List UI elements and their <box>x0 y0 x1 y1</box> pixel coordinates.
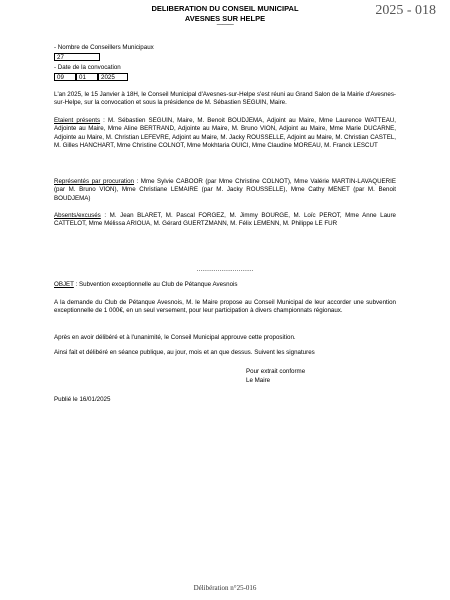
convocation-year: 2025 <box>101 74 115 81</box>
convocation-month-box <box>76 73 98 81</box>
page-footer: Délibération n°25-016 <box>193 584 257 592</box>
convocation-date-label: - Date de la convocation <box>54 64 121 71</box>
proxies-list: : Mme Sylvie CABOOR (par Mme Christine COLNOT), Mme Valérie MARTIN-LAVAQUERIE (par M. Bruno VION), Mme Christiane LEMAIRE (par M. Jacky ROUSSELLE), Mme Cathy MENET (par M. Benoit BOUDJEMA) <box>54 178 396 202</box>
signature-line-1: Pour extrait conforme <box>246 368 306 375</box>
convocation-year-box <box>98 73 128 81</box>
deliberation-reference: 2025 - 018 <box>375 3 436 18</box>
convocation-month: 01 <box>79 74 86 81</box>
body-paragraph-1: A la demande du Club de Pétanque Avesnois, M. le Maire propose au Conseil Municipal de leur accorder une subvention exceptionnelle de 1 000€, en un seul versement, pour leur participation à divers championnats régionaux. <box>54 299 396 315</box>
document-title: DELIBERATION DU CONSEIL MUNICIPAL <box>151 4 299 13</box>
body-paragraph-2: Après en avoir délibéré et à l'unanimité, le Conseil Municipal approuve cette proposition. <box>54 334 296 341</box>
section-separator: ………………………… <box>196 267 254 273</box>
body-paragraph-3: Ainsi fait et délibéré en séance publique, au jour, mois et an que dessus. Suivent les signatures <box>54 349 315 356</box>
convocation-day-box <box>54 73 76 81</box>
publication-date: Publié le 16/01/2025 <box>54 396 111 403</box>
members-count-label: - Nombre de Conseillers Municipaux <box>54 44 154 51</box>
absents-label: Absents/excusés <box>54 212 101 219</box>
object-text: : Subvention exceptionnelle au Club de Pétanque Avesnois <box>73 281 238 288</box>
document-subtitle: AVESNES SUR HELPE <box>184 14 266 23</box>
presents-list: : M. Sébastien SEGUIN, Maire, M. Benoit BOUDJEMA, Adjoint au Maire, Mme Laurence WATTEAU, Adjointe au Maire, Mme Aline BERTRAND, Adjointe au Maire, M. Bruno VION, Adjoint au Maire, Mme Marie DUCARNE, Adjointe au Maire, M. Christian LEFEVRE, Adjoint au Maire, M. Jacky ROUSSELLE, Adjoint au Maire, M. Christian CASTEL, M. Gilles HANCHART, Mme Christine COLNOT, Mme Mokhtaria OUICI, Mme Claudine MOREAU, M. Franck LESCUT <box>54 117 397 149</box>
title-rule: ——— <box>216 22 234 28</box>
convocation-day: 09 <box>57 74 64 81</box>
proxies-label: Représentés par procuration <box>54 178 135 185</box>
members-count-box <box>54 53 100 61</box>
absents-paragraph <box>54 212 396 229</box>
object-line <box>54 281 396 289</box>
object-label: OBJET <box>54 281 74 288</box>
signature-line-2: Le Maire <box>246 377 271 384</box>
intro-paragraph: L'an 2025, le 15 Janvier à 18H, le Conseil Municipal d'Avesnes-sur-Helpe s'est réuni au Grand Salon de la Mairie d'Avesnes-sur-Helpe, sur la convocation et sous la présidence de M. Sébastien SEGUIN, Maire. <box>54 91 396 107</box>
presents-label: Etaient présents <box>54 117 101 124</box>
proxies-paragraph <box>54 178 396 203</box>
absents-list: : M. Jean BLARET, M. Pascal FORGEZ, M. Jimmy BOURGE, M. Loïc PEROT, Mme Anne Laure CATTELOT, Mme Mélissa ARIOUA, M. Gérard GUERTZMANN, M. Félix LEMENN, M. Philippe LE FUR <box>54 212 396 228</box>
presents-paragraph <box>54 117 396 150</box>
members-count-value: 27 <box>57 54 64 61</box>
